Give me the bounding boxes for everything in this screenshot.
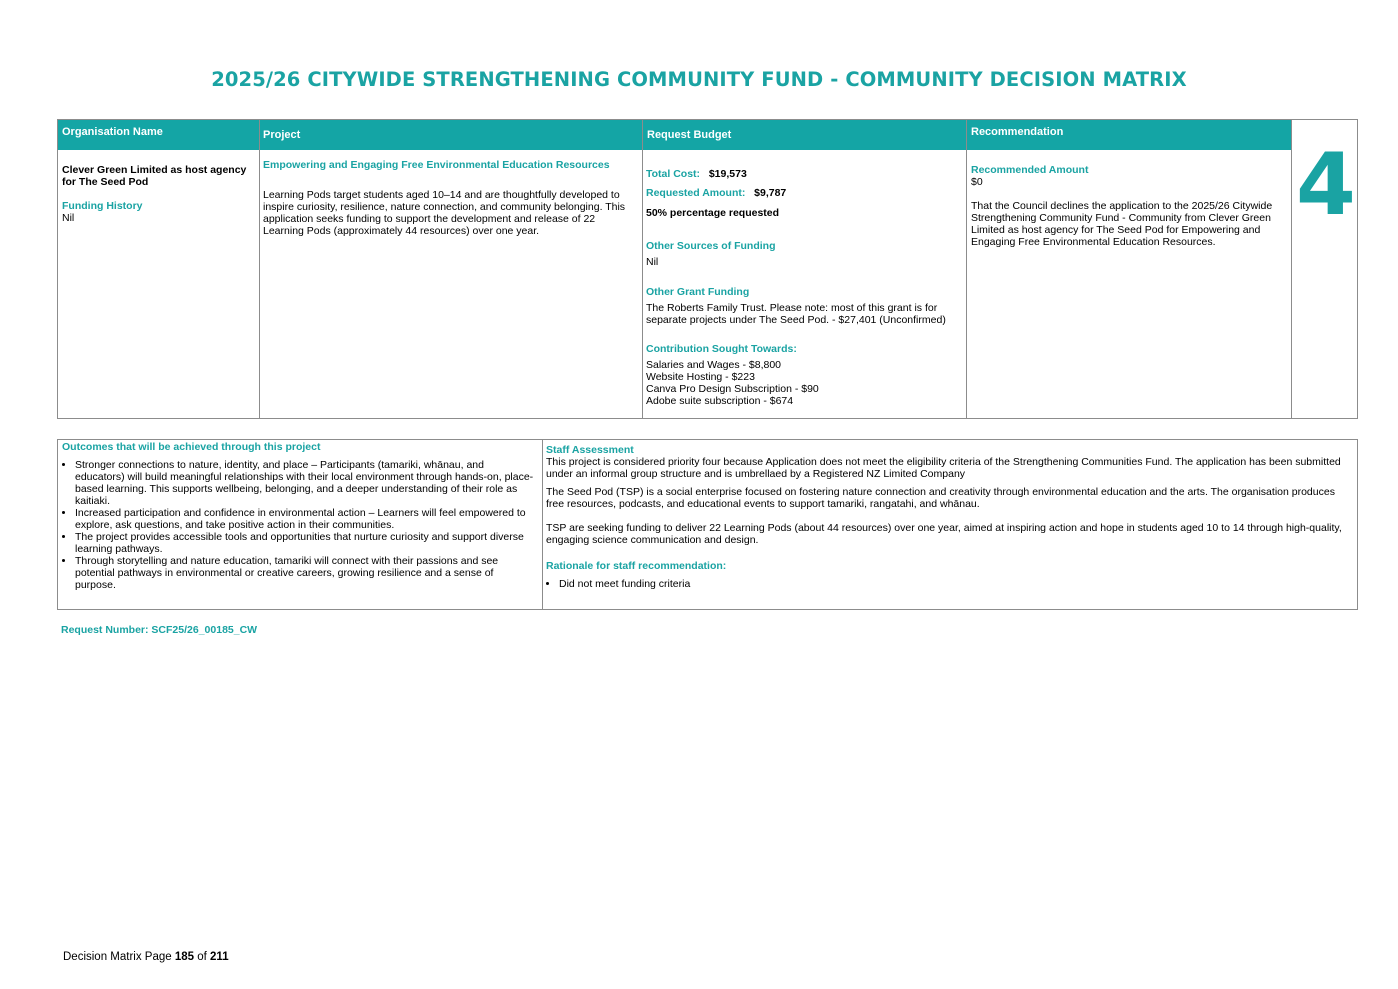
- priority-number: 4: [1296, 135, 1356, 235]
- contribution-item: Salaries and Wages - $8,800: [646, 359, 782, 371]
- outcomes-label: Outcomes that will be achieved through this project: [62, 441, 321, 453]
- other-sources-label: Other Sources of Funding: [646, 240, 776, 252]
- funding-history-value: Nil: [62, 212, 75, 224]
- staff-paragraph: The Seed Pod (TSP) is a social enterprise focused on fostering nature connection and creativity through environmental education and the arts. The organisation produces free resources, podcasts, and educational events to support tamariki, rangatahi, and whānau.: [546, 486, 1335, 510]
- budget-cell: [646, 168, 962, 407]
- column-divider: [259, 120, 260, 418]
- footer-prefix: Decision Matrix Page: [63, 951, 175, 963]
- project-cell: [263, 159, 633, 237]
- project-title: Empowering and Engaging Free Environmental Education Resources: [263, 159, 610, 171]
- footer-of: of: [194, 951, 211, 963]
- outcome-item: • Stronger connections to nature, identity, and place – Participants (tamariki, whānau, and educators) will build meaningful relationships with their local environment through hands-on, place-based learning. This supports wellbeing, belonging, and a deeper understanding of their role as kaitiaki.: [75, 459, 536, 507]
- outcome-item: • Increased participation and confidence in environmental action – Learners will feel empowered to explore, ask questions, and take positive action in their communities.: [75, 507, 536, 531]
- decision-matrix-table: [57, 119, 1358, 419]
- contribution-label: Contribution Sought Towards:: [646, 343, 797, 355]
- staff-assessment-label: Staff Assessment: [546, 444, 634, 456]
- staff-paragraph: This project is considered priority four because Application does not meet the eligibility criteria of the Strengthening Communities Fund. The application has been submitted under an informal group structure and is umbrellaed by a Registered NZ Limited Company: [546, 456, 1341, 480]
- contribution-item: Adobe suite subscription - $674: [646, 395, 794, 407]
- other-grant-value: The Roberts Family Trust. Please note: most of this grant is for separate projects under The Seed Pod. - $27,401 (Unconfirmed): [646, 302, 946, 326]
- footer-total-pages: 211: [210, 951, 229, 963]
- outcomes-cell: [62, 441, 536, 591]
- column-divider: [542, 440, 543, 609]
- column-divider: [1291, 120, 1292, 418]
- staff-paragraph: TSP are seeking funding to deliver 22 Learning Pods (about 44 resources) over one year, aimed at inspiring action and hope in students aged 10 to 14 through high-quality, engaging science communication and design.: [546, 522, 1342, 546]
- request-number: Request Number: SCF25/26_00185_CW: [61, 624, 258, 636]
- recommended-amount-label: Recommended Amount: [971, 164, 1089, 176]
- requested-amount-label: Requested Amount:: [646, 187, 746, 199]
- outcome-item: • The project provides accessible tools and opportunities that nurture curiosity and support diverse learning pathways.: [75, 531, 536, 555]
- organisation-cell: [62, 164, 254, 224]
- funding-history-label: Funding History: [62, 200, 143, 212]
- recommendation-text: That the Council declines the application to the 2025/26 Citywide Strengthening Community Fund - Community from Clever Green Limited as host agency for The Seed Pod for Empowering and Engaging Free Environmental Education Resources.: [971, 200, 1273, 248]
- header-project: Project: [259, 120, 643, 150]
- outcome-item: • Through storytelling and nature education, tamariki will connect with their passions and see potential pathways in environmental or creative careers, growing resilience and a sense of purpose.: [75, 555, 536, 591]
- staff-assessment-cell: [546, 444, 1352, 590]
- recommended-amount-value: $0: [971, 176, 983, 188]
- organisation-name: Clever Green Limited as host agency for The Seed Pod: [62, 164, 247, 188]
- total-cost-value: $19,573: [708, 168, 747, 180]
- column-divider: [966, 120, 967, 418]
- outcomes-list: [62, 459, 536, 591]
- header-recommendation: Recommendation: [967, 120, 1292, 150]
- contribution-item: Website Hosting - $223: [646, 371, 755, 383]
- project-description: Learning Pods target students aged 10–14 and are thoughtfully developed to inspire curiosity, resilience, nature connection, and community belonging. This application seeks funding to support the development and release of 22 Learning Pods (approximately 44 resources) over one year.: [263, 189, 626, 237]
- footer-page-number: 185: [174, 951, 195, 963]
- rationale-label: Rationale for staff recommendation:: [546, 560, 727, 572]
- assessment-table: [57, 439, 1358, 610]
- contribution-list: [646, 359, 962, 407]
- contribution-item: Canva Pro Design Subscription - $90: [646, 383, 819, 395]
- percentage-requested: 50% percentage requested: [646, 207, 780, 219]
- column-divider: [642, 120, 643, 418]
- header-budget: Request Budget: [643, 120, 967, 150]
- requested-amount-value: $9,787: [754, 187, 787, 199]
- page-title: 2025/26 CITYWIDE STRENGTHENING COMMUNITY FUND - COMMUNITY DECISION MATRIX: [211, 68, 1187, 91]
- rationale-item: • Did not meet funding criteria: [559, 578, 1352, 590]
- other-grant-label: Other Grant Funding: [646, 286, 750, 298]
- rationale-list: [546, 578, 1352, 590]
- total-cost-label: Total Cost:: [646, 168, 701, 180]
- header-organisation: Organisation Name: [58, 120, 259, 150]
- other-sources-value: Nil: [646, 256, 659, 268]
- page-footer: [63, 951, 229, 963]
- recommendation-cell: [971, 164, 1283, 248]
